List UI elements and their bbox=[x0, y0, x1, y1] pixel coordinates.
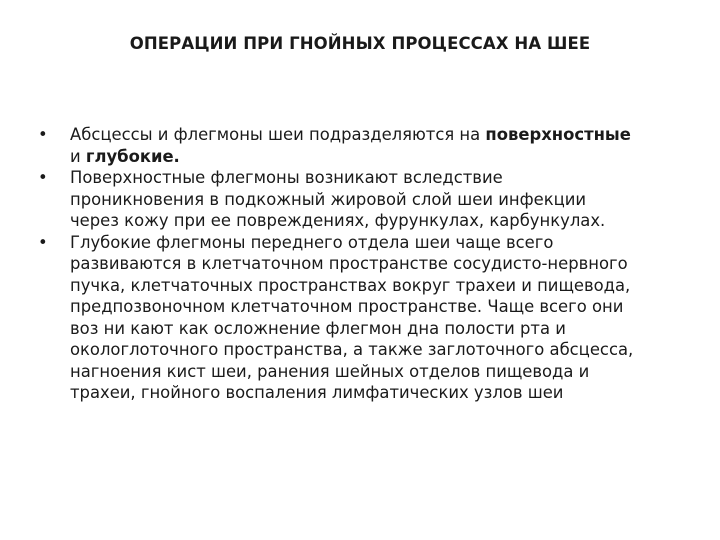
bullet-item-3 bbox=[38, 232, 678, 404]
bullet-line: трахеи, гнойного воспаления лимфатических узлов шеи bbox=[70, 383, 564, 402]
bullet-line: предпозвоночном клетчаточном пространстве. Чаще всего они bbox=[70, 297, 624, 316]
bullet-line: Поверхностные флегмоны возникают вследствие bbox=[70, 168, 503, 187]
bullet-item-2 bbox=[38, 167, 678, 232]
bullet-line: окологлоточного пространства, а также заглоточного абсцесса, bbox=[70, 340, 634, 359]
bullet-list bbox=[38, 124, 678, 404]
bullet-marker: • bbox=[38, 125, 48, 144]
bullet-line: нагноения кист шеи, ранения шейных отделов пищевода и bbox=[70, 361, 590, 381]
bullet-line: Глубокие флегмоны переднего отдела шеи чаще всего bbox=[70, 232, 554, 252]
bullet-marker: • bbox=[38, 168, 48, 187]
bullet-line: воз ни кают как осложнение флегмон дна полости рта и bbox=[70, 318, 566, 338]
bullet-bold-term: поверхностные bbox=[485, 125, 631, 144]
slide-title: ОПЕРАЦИИ ПРИ ГНОЙНЫХ ПРОЦЕССАХ НА ШЕЕ bbox=[129, 34, 591, 53]
bullet-text: Абсцессы и флегмоны шеи подразделяются на bbox=[70, 125, 486, 144]
bullet-line bbox=[70, 124, 678, 146]
bullet-line bbox=[70, 146, 678, 168]
bullet-item-1 bbox=[38, 124, 678, 167]
bullet-text: и bbox=[70, 146, 86, 166]
bullet-line: проникновения в подкожный жировой слой шеи инфекции bbox=[70, 189, 587, 209]
bullet-bold-term: глубокие. bbox=[85, 146, 180, 166]
bullet-line: пучка, клетчаточных пространствах вокруг трахеи и пищевода, bbox=[70, 275, 631, 295]
bullet-marker: • bbox=[38, 232, 48, 252]
bullet-line: через кожу при ее повреждениях, фурункулах, карбункулах. bbox=[70, 211, 606, 230]
bullet-line: развиваются в клетчаточном пространстве сосудисто-нервного bbox=[70, 254, 628, 273]
